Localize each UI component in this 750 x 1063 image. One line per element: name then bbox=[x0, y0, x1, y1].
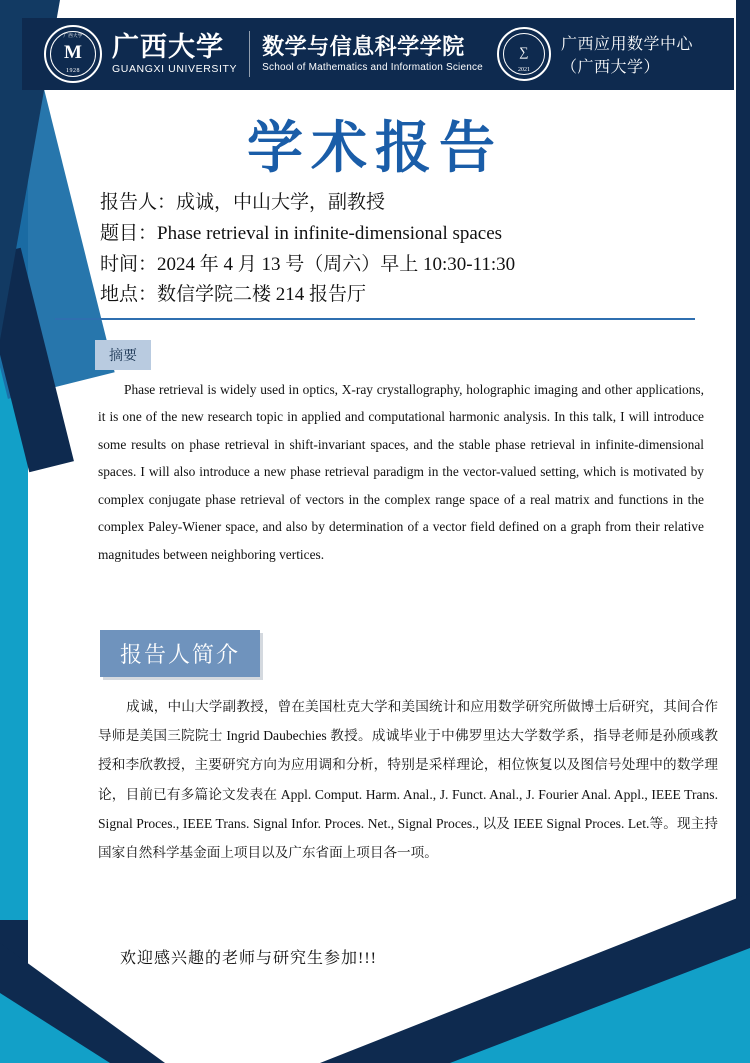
school-name-cn: 数学与信息科学学院 bbox=[262, 34, 465, 60]
welcome-line: 欢迎感兴趣的老师与研究生参加!!! bbox=[120, 950, 377, 967]
math-center-label: 广西应用数学中心（广西大学） bbox=[560, 36, 693, 76]
seal-letter: M bbox=[64, 42, 82, 63]
talk-info-block bbox=[100, 188, 700, 311]
info-speaker: 报告人：成诚，中山大学，副教授 bbox=[100, 192, 386, 213]
school-name-en: School of Mathematics and Information Science bbox=[262, 61, 483, 73]
seal-year: 1928 bbox=[66, 68, 80, 74]
math-center-seal-icon bbox=[497, 27, 551, 81]
center-seal-mark: ∑ bbox=[519, 44, 529, 59]
info-place: 地点：数信学院二楼 214 报告厅 bbox=[100, 284, 367, 306]
info-time: 时间：2024 年 4 月 13 号（周六）早上 10:30-11:30 bbox=[100, 253, 516, 275]
header-divider-1 bbox=[249, 31, 250, 77]
center-seal-year: 2021 bbox=[517, 67, 530, 73]
school-name-block bbox=[262, 35, 483, 72]
abstract-paragraph: Phase retrieval is widely used in optics, X-ray crystallography, holographic imaging and other applications, it is one of the new research topic in applied and computational harmonic analysis. In this talk, I will introduce some results on phase retrieval in shift-invariant spaces, and the stable phase retrieval in infinite-dimensional spaces. I will also introduce a new phase retrieval paradigm in the vector-valued setting, which is motivated by complex conjugate phase retrieval of vectors in the complex range space of a real matrix and functions in the complex Paley-Wiener space, and also by determination of a vector field defined on a graph from their relative magnitudes between neighboring vertices. bbox=[98, 382, 704, 562]
university-name-en: GUANGXI UNIVERSITY bbox=[112, 62, 238, 75]
section-divider bbox=[55, 318, 695, 320]
seal-arc-text: 广西大学 bbox=[63, 33, 83, 38]
bio-paragraph: 成诚，中山大学副教授，曾在美国杜克大学和美国统计和应用数学研究所做博士后研究，其间合作导师是美国三院院士 Ingrid Daubechies 教授。成诚毕业于中佛罗里达大学数学系，指导老师是孙颀彧教授和李欣教授，主要研究方向为应用调和分析，特别是采样理论，相位恢复以及图信号处理中的数学理论，目前已有多篇论文发表在 Appl. Comput. Harm. Anal., J. Funct. Anal., J. Fourier Anal. Appl., IEEE Trans. Signal Proces., IEEE Trans. Signal Infor. Proces. Net., Signal Proces., 以及 IEEE Signal Proces. Let.等。现主持国家自然科学基金面上项目以及广东省面上项目各一项。 bbox=[98, 699, 718, 861]
abstract-label: 摘要 bbox=[95, 340, 151, 370]
abstract-text bbox=[98, 376, 704, 568]
page-title: 学术报告 bbox=[247, 118, 503, 180]
university-name-block bbox=[112, 33, 237, 74]
university-seal-icon bbox=[44, 25, 102, 83]
university-name-cn: 广西大学 bbox=[112, 32, 224, 63]
bio-heading: 报告人简介 bbox=[100, 630, 260, 677]
header-bar bbox=[22, 18, 734, 90]
bio-text bbox=[98, 692, 718, 867]
info-topic: 题目：Phase retrieval in infinite-dimensional spaces bbox=[100, 222, 503, 244]
